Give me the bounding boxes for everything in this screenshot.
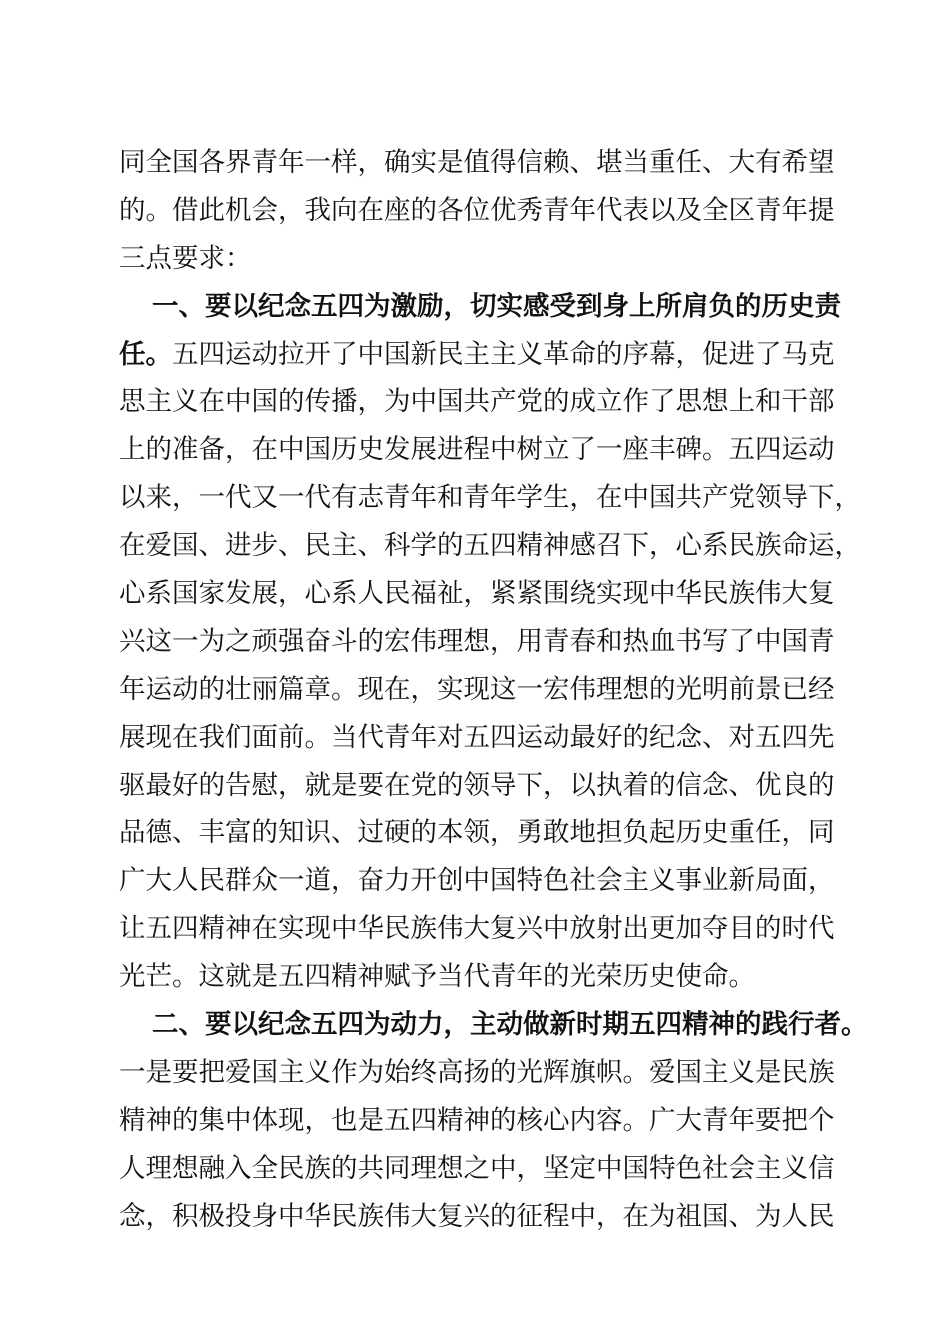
paragraph-line: 品德、丰富的知识、过硬的本领，勇敢地担负起历史重任，同 <box>119 817 835 849</box>
paragraph-line: 思主义在中国的传播，为中国共产党的成立作了思想上和干部 <box>119 386 835 418</box>
paragraph-line: 以来，一代又一代有志青年和青年学生，在中国共产党领导下， <box>119 482 861 514</box>
section-heading-1: 一、要以纪念五四为激励，切实感受到身上所肩负的历史责 <box>152 290 841 322</box>
section-heading-2: 二、要以纪念五四为动力，主动做新时期五四精神的践行者。 <box>152 1009 868 1041</box>
paragraph-line: 任。五四运动拉开了中国新民主主义革命的序幕，促进了马克 <box>119 338 835 370</box>
paragraph-line: 年运动的壮丽篇章。现在，实现这一宏伟理想的光明前景已经 <box>119 673 835 705</box>
paragraph-line: 驱最好的告慰，就是要在党的领导下，以执着的信念、优良的 <box>119 769 835 801</box>
paragraph-line: 人理想融入全民族的共同理想之中，坚定中国特色社会主义信 <box>119 1152 835 1184</box>
paragraph-line: 一是要把爱国主义作为始终高扬的光辉旗帜。爱国主义是民族 <box>119 1056 835 1088</box>
paragraph-line: 同全国各界青年一样，确实是值得信赖、堪当重任、大有希望 <box>119 147 835 178</box>
paragraph-line: 上的准备，在中国历史发展进程中树立了一座丰碑。五四运动 <box>119 434 835 466</box>
paragraph-line: 精神的集中体现，也是五四精神的核心内容。广大青年要把个 <box>119 1104 835 1136</box>
paragraph-line: 让五四精神在实现中华民族伟大复兴中放射出更加夺目的时代 <box>119 913 835 945</box>
paragraph-line: 念，积极投身中华民族伟大复兴的征程中，在为祖国、为人民 <box>119 1200 835 1232</box>
paragraph-line: 的。借此机会，我向在座的各位优秀青年代表以及全区青年提 <box>119 194 835 226</box>
paragraph-line: 光芒。这就是五四精神赋予当代青年的光荣历史使命。 <box>119 961 755 993</box>
paragraph-line: 展现在我们面前。当代青年对五四运动最好的纪念、对五四先 <box>119 721 835 753</box>
paragraph-line: 兴这一为之顽强奋斗的宏伟理想，用青春和热血书写了中国青 <box>119 625 835 657</box>
paragraph-line: 心系国家发展，心系人民福祉，紧紧围绕实现中华民族伟大复 <box>119 578 835 610</box>
section-heading-1-end: 任。 <box>119 338 172 370</box>
body-text <box>119 139 868 1240</box>
paragraph-line: 三点要求： <box>119 242 252 274</box>
paragraph-line: 广大人民群众一道，奋力开创中国特色社会主义事业新局面， <box>119 865 835 897</box>
paragraph-line: 在爱国、进步、民主、科学的五四精神感召下，心系民族命运， <box>119 530 861 562</box>
